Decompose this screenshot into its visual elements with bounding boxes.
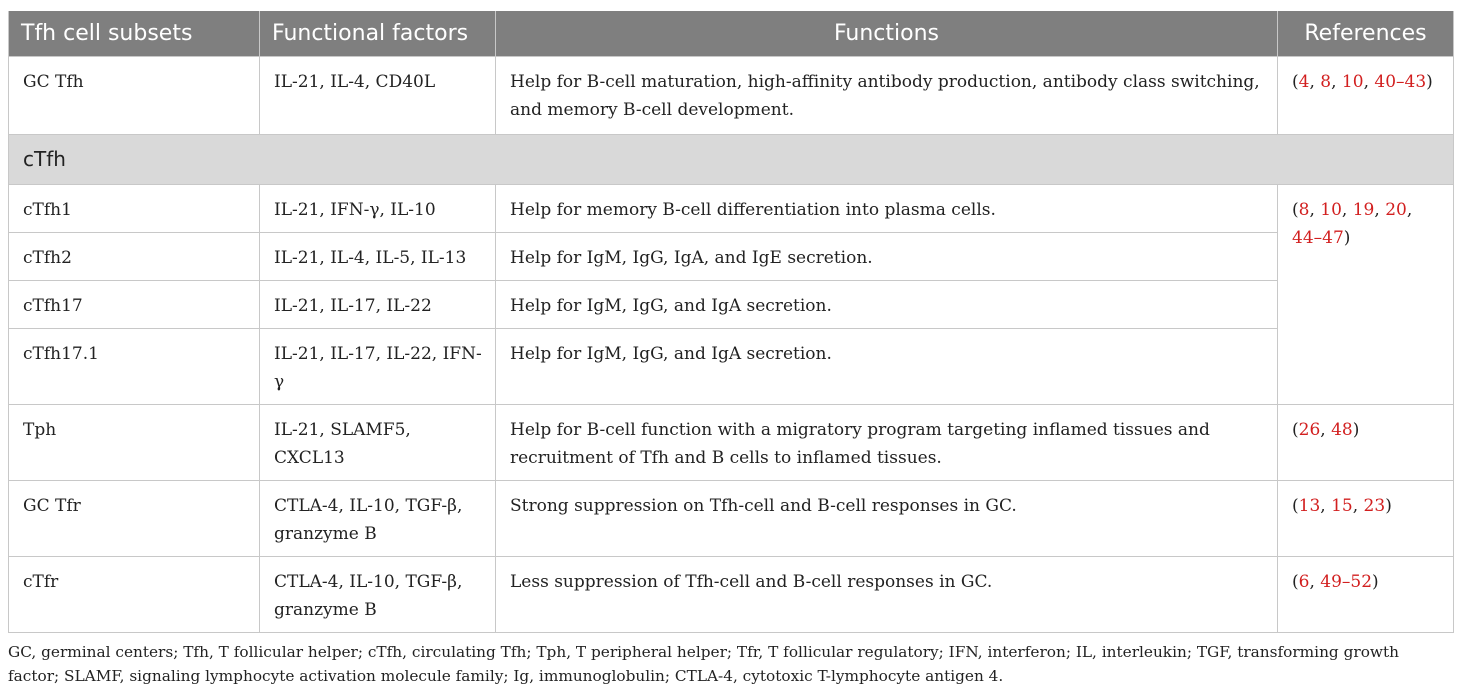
header-subsets: Tfh cell subsets: [9, 11, 260, 56]
header-functions: Functions: [496, 11, 1278, 56]
subset-cell: cTfh17.1: [9, 328, 260, 404]
factors-cell: CTLA-4, IL-10, TGF-β, granzyme B: [260, 556, 496, 632]
functions-cell: Less suppression of Tfh-cell and B-cell responses in GC.: [496, 556, 1278, 632]
subset-cell: GC Tfh: [9, 56, 260, 134]
subset-cell: cTfh17: [9, 280, 260, 328]
header-references: References: [1278, 11, 1454, 56]
functions-cell: Help for IgM, IgG, and IgA secretion.: [496, 328, 1278, 404]
references-cell: (8, 10, 19, 20, 44–47): [1278, 184, 1454, 404]
factors-cell: IL-21, IL-17, IL-22: [260, 280, 496, 328]
factors-cell: IL-21, IL-4, IL-5, IL-13: [260, 232, 496, 280]
subset-cell: Tph: [9, 404, 260, 480]
reference-link[interactable]: 10: [1320, 199, 1342, 220]
functions-cell: Strong suppression on Tfh-cell and B-cell responses in GC.: [496, 480, 1278, 556]
reference-link[interactable]: 40–43: [1374, 71, 1427, 92]
table-row: [9, 184, 1454, 232]
reference-link[interactable]: 48: [1331, 419, 1353, 440]
subset-cell: cTfh1: [9, 184, 260, 232]
reference-link[interactable]: 26: [1298, 419, 1321, 440]
subset-cell: cTfh2: [9, 232, 260, 280]
table-row: [9, 404, 1454, 480]
table-row: [9, 480, 1454, 556]
reference-link[interactable]: 4: [1298, 71, 1310, 92]
header-factors: Functional factors: [260, 11, 496, 56]
header-row: [9, 11, 1454, 56]
reference-link[interactable]: 19: [1352, 199, 1375, 220]
reference-link[interactable]: 49–52: [1320, 571, 1373, 592]
tfh-subsets-table: [8, 11, 1454, 633]
table-footnote: GC, germinal centers; Tfh, T follicular helper; cTfh, circulating Tfh; Tph, T peripheral helper; Tfr, T follicular regulatory; IFN, interferon; IL, interleukin; TGF, transforming growth factor; SLAMF, signaling lymphocyte activation molecule family; Ig, immunoglobulin; CTLA-4, cytotoxic T-lymphocyte antigen 4.: [8, 643, 1399, 685]
section-label: cTfh: [9, 134, 1454, 184]
reference-link[interactable]: 44–47: [1292, 227, 1344, 248]
table-row: [9, 232, 1454, 280]
section-row: [9, 134, 1454, 184]
functions-cell: Help for memory B-cell differentiation into plasma cells.: [496, 184, 1278, 232]
reference-link[interactable]: 13: [1298, 495, 1321, 516]
references-cell: (6, 49–52): [1278, 556, 1454, 632]
table-row: [9, 556, 1454, 632]
reference-link[interactable]: 8: [1320, 71, 1332, 92]
functions-cell: Help for B-cell maturation, high-affinity antibody production, antibody class switching, and memory B-cell development.: [496, 56, 1278, 134]
factors-cell: CTLA-4, IL-10, TGF-β, granzyme B: [260, 480, 496, 556]
references-cell: (26, 48): [1278, 404, 1454, 480]
reference-link[interactable]: 10: [1341, 71, 1364, 92]
reference-link[interactable]: 15: [1331, 495, 1353, 516]
factors-cell: IL-21, IL-17, IL-22, IFN-γ: [260, 328, 496, 404]
reference-link[interactable]: 23: [1363, 495, 1386, 516]
functions-cell: Help for IgM, IgG, IgA, and IgE secretion.: [496, 232, 1278, 280]
reference-link[interactable]: 6: [1298, 571, 1310, 592]
references-cell: (13, 15, 23): [1278, 480, 1454, 556]
factors-cell: IL-21, IL-4, CD40L: [260, 56, 496, 134]
functions-cell: Help for IgM, IgG, and IgA secretion.: [496, 280, 1278, 328]
table-row: [9, 280, 1454, 328]
subset-cell: GC Tfr: [9, 480, 260, 556]
reference-link[interactable]: 8: [1298, 199, 1310, 220]
subset-cell: cTfr: [9, 556, 260, 632]
functions-cell: Help for B-cell function with a migratory program targeting inflamed tissues and recruitment of Tfh and B cells to inflamed tissues.: [496, 404, 1278, 480]
references-cell: (4, 8, 10, 40–43): [1278, 56, 1454, 134]
reference-link[interactable]: 20: [1385, 199, 1407, 220]
factors-cell: IL-21, IFN-γ, IL-10: [260, 184, 496, 232]
factors-cell: IL-21, SLAMF5, CXCL13: [260, 404, 496, 480]
table-row: [9, 328, 1454, 404]
table-row: [9, 56, 1454, 134]
